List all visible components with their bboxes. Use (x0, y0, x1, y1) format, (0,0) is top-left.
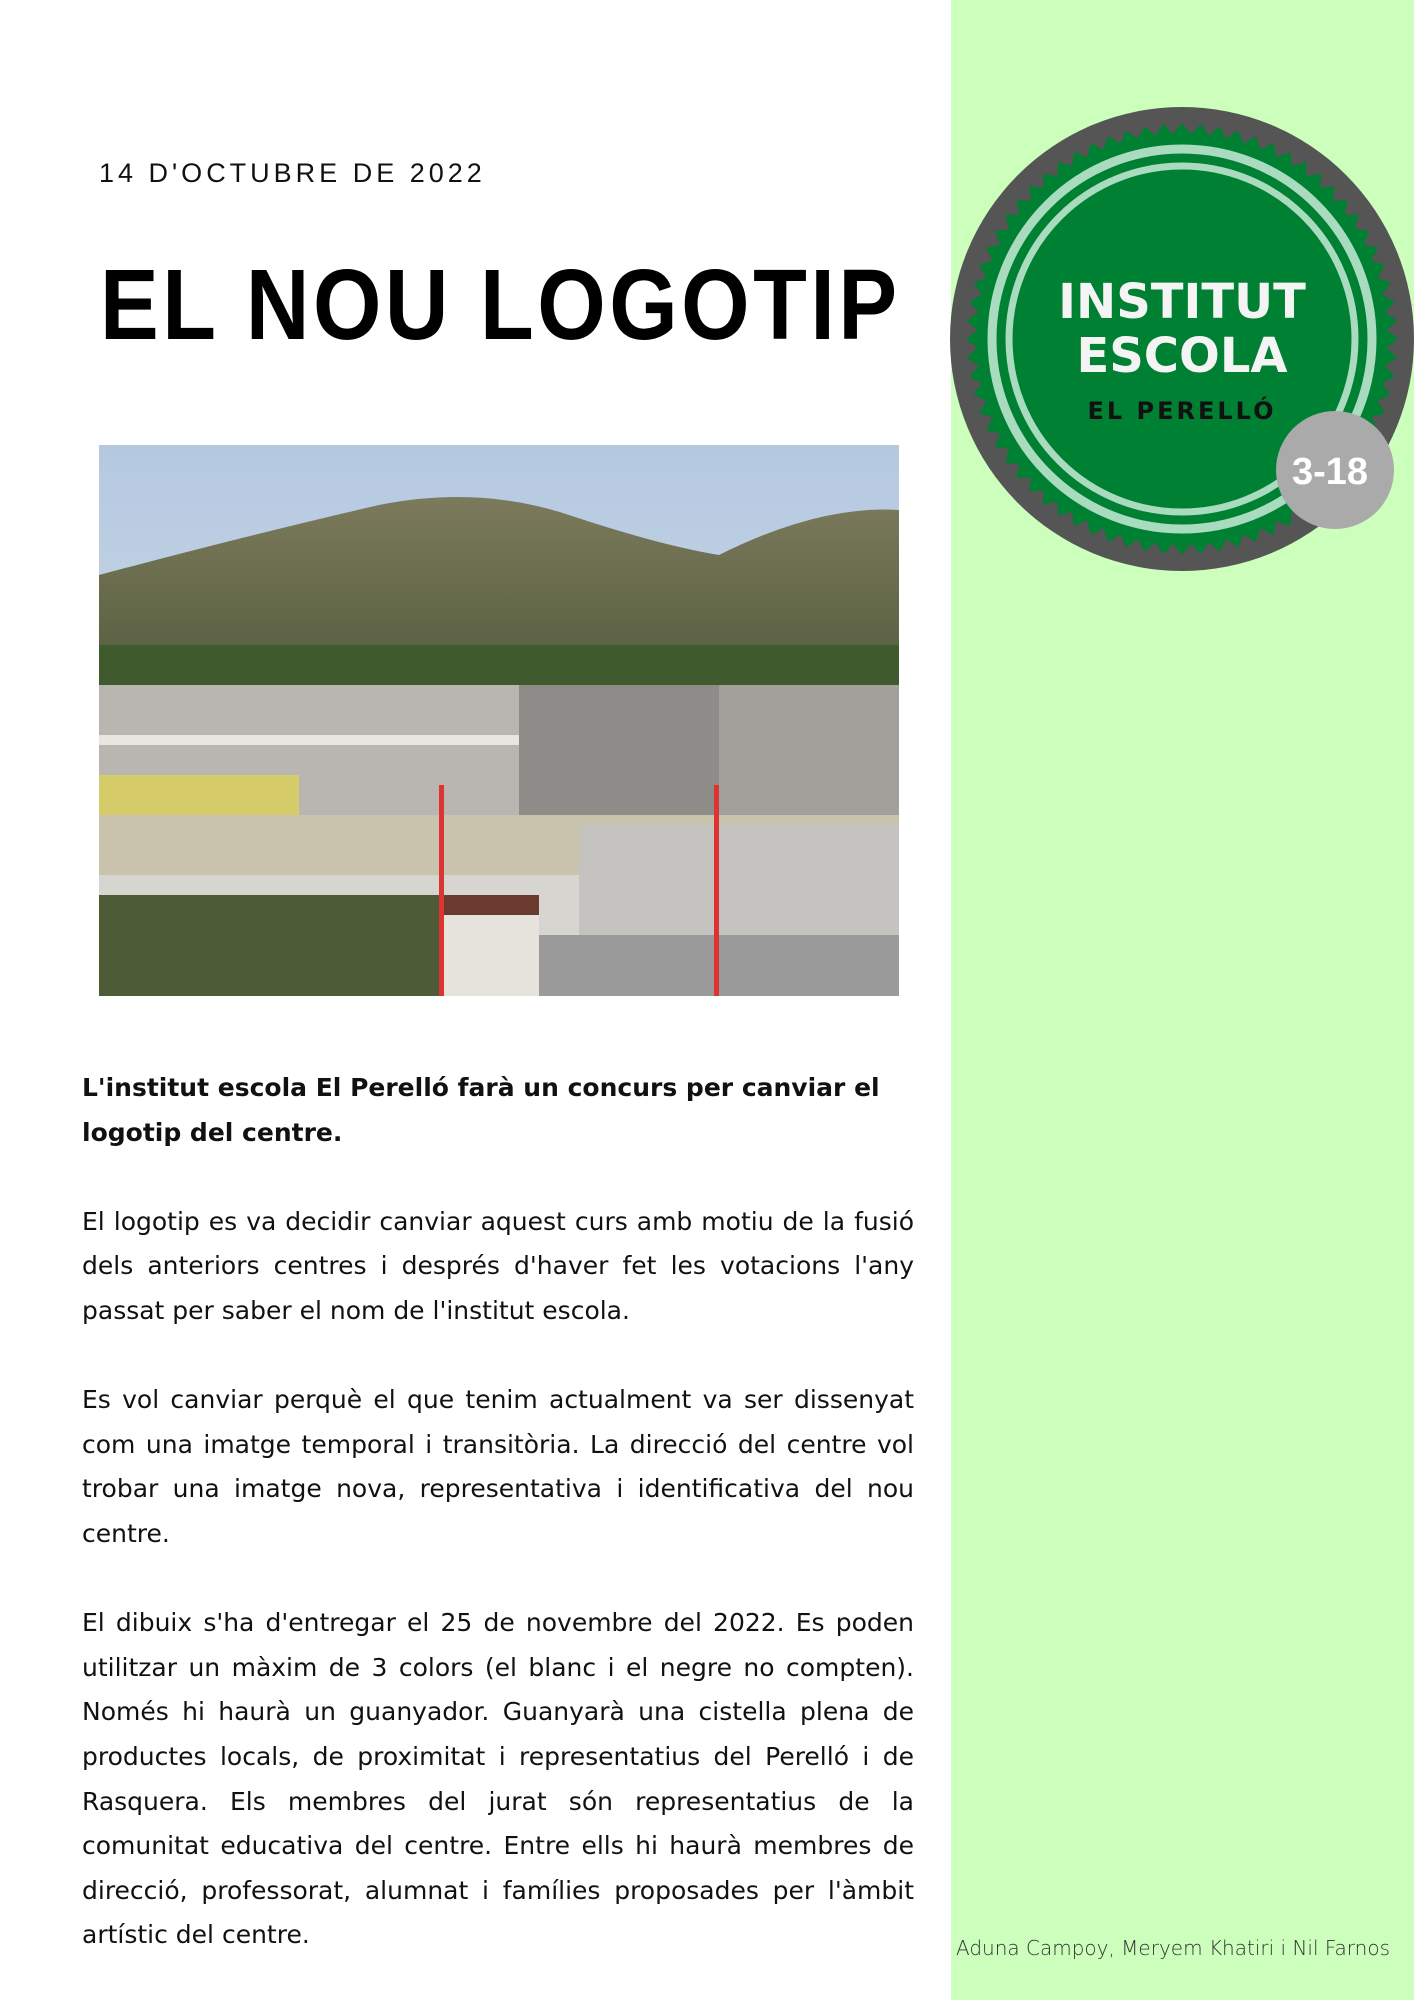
logo-line3: EL PERELLÓ (1087, 397, 1277, 425)
school-building-photo (99, 445, 899, 996)
logo-line1: INSTITUT (1058, 274, 1306, 330)
article-paragraph: El dibuix s'ha d'entregar el 25 de novembre del 2022. Es poden utilitzar un màxim de 3 colors (el blanc i el negre no compten). Només hi haurà un guanyador. Guanyarà una cistella plena de productes locals, de proximitat i representatius del Perelló i de Rasquera. Els membres del jurat són representatius de la comunitat educativa del centre. Entre ells hi haurà membres de direcció, professorat, alumnat i famílies proposades per l'àmbit artístic del centre. (82, 1608, 914, 1950)
article-title: EL NOU LOGOTIP (100, 249, 901, 361)
authors: Aduna Campoy, Meryem Khatiri i Nil Farnos (956, 1936, 1390, 1960)
article-lead: L'institut escola El Perelló farà un concurs per canviar el logotip del centre. (82, 1073, 880, 1147)
logo-line2: ESCOLA (1076, 328, 1288, 384)
article-paragraph: Es vol canviar perquè el que tenim actualment va ser dissenyat com una imatge temporal i transitòria. La direcció del centre vol trobar una imatge nova, representativa i identificativa del nou centre. (82, 1385, 914, 1548)
article-body (82, 1066, 914, 2002)
article-date: 14 D'OCTUBRE DE 2022 (99, 158, 486, 188)
age-badge-text: 3-18 (1291, 451, 1369, 493)
article-paragraph: El logotip es va decidir canviar aquest curs amb motiu de la fusió dels anteriors centres i després d'haver fet les votacions l'any passat per saber el nom de l'institut escola. (82, 1206, 914, 1325)
school-logo (950, 107, 1414, 572)
